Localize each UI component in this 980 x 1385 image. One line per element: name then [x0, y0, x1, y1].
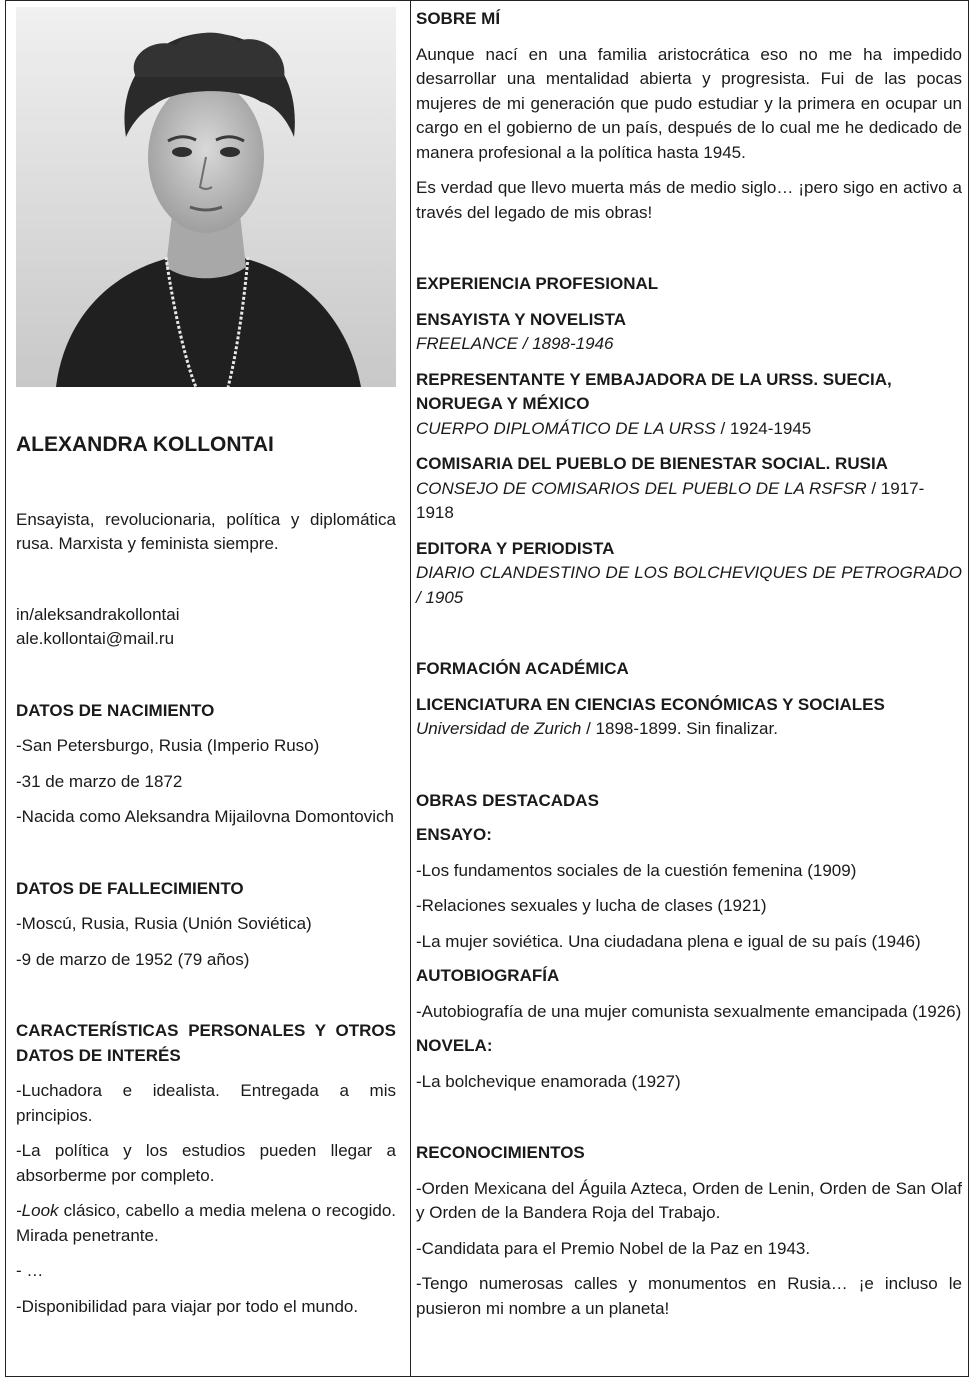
look-word: -Look: [16, 1201, 59, 1220]
novel-label: NOVELA:: [416, 1036, 493, 1055]
essay-item: -Los fundamentos sociales de la cuestión femenina (1909): [416, 860, 857, 880]
death-date: -9 de marzo de 1952 (79 años): [16, 949, 250, 969]
portrait-illustration: [16, 7, 396, 387]
experience-heading: EXPERIENCIA PROFESIONAL: [416, 274, 659, 293]
death-place: -Moscú, Rusia, Rusia (Unión Soviética): [16, 914, 312, 933]
job-entry: [416, 537, 962, 611]
birth-place: -San Petersburgo, Rusia (Imperio Ruso): [16, 736, 320, 755]
about-heading: SOBRE MÍ: [416, 9, 501, 28]
education-details: / 1898-1899. Sin finalizar.: [581, 719, 778, 738]
job-entry: [416, 368, 962, 442]
traits-heading: CARACTERÍSTICAS PERSONALES Y OTROS DATOS DE INTERÉS: [16, 1021, 396, 1065]
school-name: Universidad de Zurich: [416, 719, 582, 738]
about-paragraph-2: Es verdad que llevo muerta más de medio siglo… ¡pero sigo en activo a través del legado de mis obras!: [416, 178, 962, 222]
tagline: Ensayista, revolucionaria, política y diplomática rusa. Marxista y feminista siempre.: [16, 509, 396, 553]
education-entry: [416, 693, 962, 742]
right-column: [416, 7, 962, 1321]
trait-look: [16, 1199, 396, 1248]
job-title: REPRESENTANTE Y EMBAJADORA DE LA URSS. SUECIA, NORUEGA Y MÉXICO: [416, 369, 892, 413]
essay-item: -La mujer soviética. Una ciudadana plena e igual de su país (1946): [416, 931, 921, 951]
trait-ellipsis: - …: [16, 1261, 44, 1280]
birth-date: -31 de marzo de 1872: [16, 771, 183, 791]
birth-name: -Nacida como Aleksandra Mijailovna Domontovich: [16, 807, 394, 826]
portrait-photo: [16, 7, 396, 387]
job-entry: [416, 452, 962, 526]
job-title: COMISARIA DEL PUEBLO DE BIENESTAR SOCIAL. RUSIA: [416, 454, 888, 473]
education-heading: FORMACIÓN ACADÉMICA: [416, 659, 629, 678]
award-item: -Tengo numerosas calles y monumentos en Rusia… ¡e incluso le pusieron mi nombre a un planeta!: [416, 1274, 962, 1318]
job-organization: CUERPO DIPLOMÁTICO DE LA URSS: [416, 418, 716, 438]
job-title: ENSAYISTA Y NOVELISTA: [416, 309, 627, 329]
essay-item: -Relaciones sexuales y lucha de clases (1921): [416, 896, 767, 915]
contact-info: [16, 603, 396, 652]
column-divider: [410, 1, 411, 1376]
job-organization: FREELANCE / 1898-1946: [416, 334, 614, 353]
awards-heading: RECONOCIMIENTOS: [416, 1143, 585, 1162]
trait-travel: -Disponibilidad para viajar por todo el mundo.: [16, 1296, 359, 1316]
trait-item: -Luchadora e idealista. Entregada a mis principios.: [16, 1081, 396, 1125]
works-heading: OBRAS DESTACADAS: [416, 790, 599, 810]
job-organization: CONSEJO DE COMISARIOS DEL PUEBLO DE LA RSFSR: [416, 478, 867, 498]
death-heading: DATOS DE FALLECIMIENTO: [16, 878, 244, 898]
degree-title: LICENCIATURA EN CIENCIAS ECONÓMICAS Y SOCIALES: [416, 694, 885, 714]
cv-table: [5, 0, 969, 1377]
linkedin-handle[interactable]: in/aleksandrakollontai: [16, 604, 180, 624]
trait-item: -La política y los estudios pueden llegar a absorberme por completo.: [16, 1141, 396, 1185]
job-years: / 1924-1945: [715, 418, 812, 438]
job-entry: [416, 308, 962, 357]
birth-heading: DATOS DE NACIMIENTO: [16, 700, 215, 720]
job-organization: DIARIO CLANDESTINO DE LOS BOLCHEVIQUES DE PETROGRADO / 1905: [416, 563, 962, 607]
award-item: -Orden Mexicana del Águila Azteca, Orden de Lenin, Orden de San Olaf y Orden de la Bandera Roja del Trabajo.: [416, 1178, 962, 1222]
autobiography-item: -Autobiografía de una mujer comunista sexualmente emancipada (1926): [416, 1001, 962, 1021]
about-paragraph-1: Aunque nací en una familia aristocrática eso no me ha impedido desarrollar una mentalidad abierta y progresista. Fui de las pocas mujeres de mi generación que pudo estudiar y la primera en ocupar un cargo en el gobierno de un país, después de lo cual me he dedicado de manera profesional a la política hasta 1945.: [416, 44, 962, 162]
look-description: clásico, cabello a media melena o recogido. Mirada penetrante.: [16, 1201, 396, 1245]
person-name: ALEXANDRA KOLLONTAI: [16, 433, 274, 456]
novel-item: -La bolchevique enamorada (1927): [416, 1071, 681, 1091]
job-years: / 1917-1918: [416, 478, 925, 522]
job-title: EDITORA Y PERIODISTA: [416, 538, 615, 558]
award-item: -Candidata para el Premio Nobel de la Paz en 1943.: [416, 1238, 811, 1258]
left-column: [16, 7, 396, 1319]
essay-label: ENSAYO:: [416, 825, 492, 844]
autobiography-label: AUTOBIOGRAFÍA: [416, 966, 560, 985]
email-address[interactable]: ale.kollontai@mail.ru: [16, 629, 175, 648]
